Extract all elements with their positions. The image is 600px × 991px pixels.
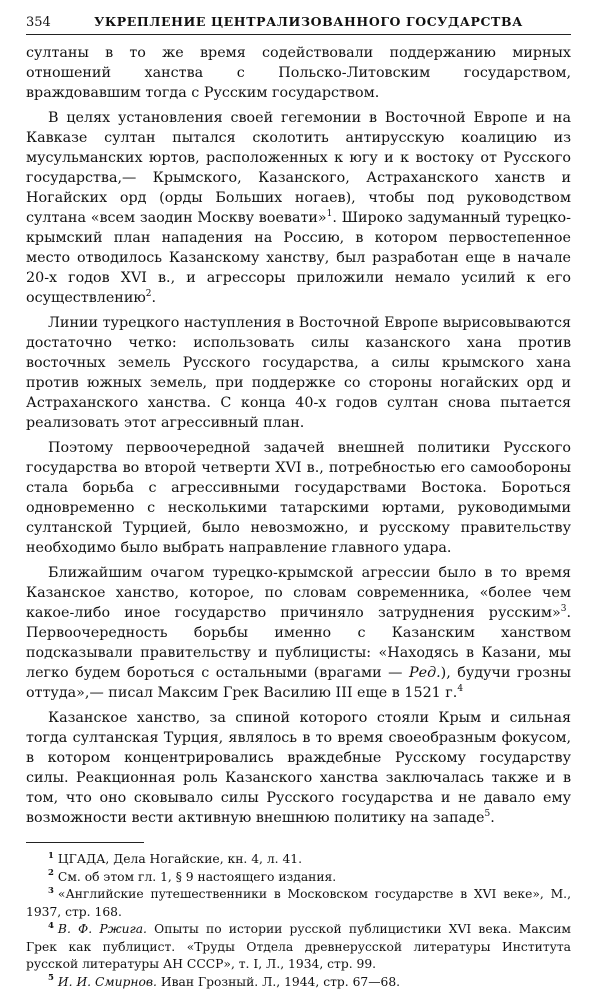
footnote-mark: 2	[48, 868, 54, 878]
footnote-author: И. И. Смирнов.	[58, 975, 157, 989]
running-title: УКРЕПЛЕНИЕ ЦЕНТРАЛИЗОВАННОГО ГОСУДАРСТВА	[86, 14, 531, 29]
paragraph-4	[26, 438, 571, 558]
footnote-text: См. об этом гл. 1, § 9 настоящего издания.	[58, 870, 336, 884]
footnote-text: Иван Грозный. Л., 1944, стр. 67—68.	[157, 975, 400, 989]
footnote-text: «Английские путешественники в Московском государстве в XVI веке», М., 1937, стр. 168.	[26, 887, 571, 919]
paragraph-end: .	[490, 810, 495, 826]
footnote-2	[26, 869, 571, 887]
footnote-ref-4[interactable]: 4	[457, 684, 463, 694]
footnote-5	[26, 974, 571, 991]
paragraph-text-cont-2: ), будучи грозны оттуда»,— писал Максим Грек Василию III еще в 1521 г.	[26, 665, 571, 701]
footnote-ref-1[interactable]: 1	[327, 209, 333, 219]
footnote-author: В. Ф. Ржига.	[58, 922, 147, 936]
paragraph-text: Линии турецкого наступления в Восточной Европе вырисовываются достаточно четко: использовать силы казанского хана против восточных земель Русского государства, а силы крымского хана против южных земель, при поддержке со стороны ногайских орд и Астраханского ханства. С конца 40-х годов султан снова пытается реализовать этот агрессивный план.	[26, 315, 571, 431]
footnote-mark: 3	[48, 886, 54, 896]
paragraph-6	[26, 708, 571, 828]
page-number: 354	[26, 15, 86, 30]
footnote-mark: 4	[48, 921, 54, 931]
footnote-text: ЦГАДА, Дела Ногайские, кн. 4, л. 41.	[58, 852, 302, 866]
footnote-ref-3[interactable]: 3	[561, 604, 567, 614]
paragraph-1	[26, 43, 571, 103]
footnotes	[26, 851, 571, 991]
paragraph-end: .	[152, 290, 157, 306]
paragraph-text: Казанское ханство, за спиной которого стояли Крым и сильная тогда султанская Турция, являлось в то время своеобразным фокусом, в котором концентрировались враждебные Русскому государству силы. Реакционная роль Казанского ханства заключалась также и в том, что оно сковывало силы Русского государства и не давало ему возможности вести активную внешнюю политику на западе	[26, 710, 571, 826]
paragraph-text: В целях установления своей гегемонии в Восточной Европе и на Кавказе султан пытался сколотить антирусскую коалицию из мусульманских юртов, расположенных к югу и к востоку от Русского государства,— Крымского, Казанского, Астраханского ханств и Ногайских орд (орды Больших ногаев), чтобы под руководством султана «всем заодин Москву воевати»	[26, 110, 571, 226]
paragraph-text: султаны в то же время содействовали поддержанию мирных отношений ханства с Польско-Литовским государством, враждовавшим тогда с Русским государством.	[26, 45, 571, 101]
footnote-ref-5[interactable]: 5	[484, 809, 490, 819]
footnote-3	[26, 886, 571, 921]
footnote-mark: 5	[48, 973, 54, 983]
paragraph-text: Поэтому первоочередной задачей внешней политики Русского государства во второй четверти XVI в., потребностью его самообороны стала борьба с агрессивными государствами Востока. Бороться одновременно с несколькими татарскими юртами, руководимыми султанской Турцией, было невозможно, и русскому правительству необходимо было выбрать направление главного удара.	[26, 440, 571, 556]
footnote-mark: 1	[48, 851, 54, 861]
footnote-divider	[26, 842, 144, 843]
page-header	[26, 14, 571, 35]
paragraph-3	[26, 313, 571, 433]
paragraph-text-cont: . Первоочередность борьбы именно с Казанским ханством подсказывали правительству и публицисты: «Находясь в Казани, мы легко будем бороться с остальными (врагами —	[26, 605, 571, 681]
paragraph-text: Ближайшим очагом турецко-крымской агрессии было в то время Казанское ханство, которое, по словам современника, «более чем какое-либо иное государство причиняло затруднения русским»	[26, 565, 571, 621]
paragraph-5	[26, 563, 571, 703]
paragraph-2	[26, 108, 571, 308]
editor-note: Ред.	[409, 665, 441, 681]
footnote-ref-2[interactable]: 2	[146, 289, 152, 299]
main-text	[26, 43, 571, 828]
footnote-text: Опыты по истории русской публицистики XVI века. Максим Грек как публицист. «Труды Отдела древнерусской литературы Института русской литературы АН СССР», т. I, Л., 1934, стр. 99.	[26, 922, 571, 971]
footnote-1	[26, 851, 571, 869]
paragraph-text-cont: . Широко задуманный турецко-крымский план нападения на Россию, в котором первостепенное место отводилось Казанскому ханству, был разработан еще в начале 20-х годов XVI в., и агрессоры приложили немало усилий к его осуществлению	[26, 210, 571, 306]
footnote-4	[26, 921, 571, 974]
